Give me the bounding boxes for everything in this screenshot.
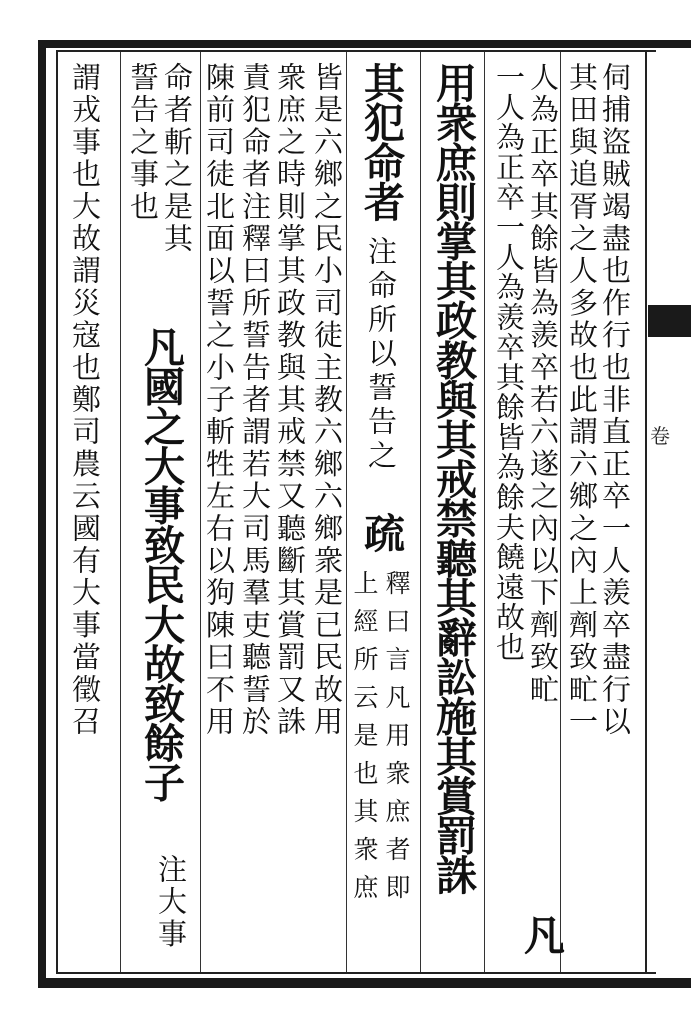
column-rule [420, 52, 421, 972]
text-column-11: 命者斬之是其 [160, 62, 194, 256]
text-column-6-main-a: 其犯命者 [357, 62, 405, 221]
column-rule [120, 52, 121, 972]
text-column-5-main: 用衆庶則掌其政教與其戒禁聽其辭訟施其賞罰誅 [429, 62, 477, 894]
column-rule [200, 52, 201, 972]
volume-label: 卷 [650, 424, 670, 448]
text-column-8: 衆庶之時則掌其政教與其戒禁又聽斷其賞罰又誅 [273, 62, 307, 739]
text-column-10: 陳前司徒北面以誓之小子斬牲左右以狗陳曰不用 [202, 62, 236, 739]
frame-line-bottom [56, 972, 656, 974]
text-column-4: 一人為正卒一人為羨卒其餘皆為餘夫饒遠故也 [492, 62, 526, 662]
text-column-7: 皆是六鄉之民小司徒主教六鄉六鄉衆是已民故用 [310, 62, 344, 739]
text-column-13-commentary: 注大事 [154, 854, 188, 951]
text-column-6-sub-a: 釋曰言凡用衆庶者即 [382, 570, 411, 912]
column-rule [484, 52, 485, 972]
fish-tail-mark [648, 305, 691, 337]
text-column-4-big: 凡 [517, 914, 565, 954]
text-column-1: 伺捕盜賊竭盡也作行也非直正卒一人羨卒盡行以 [598, 62, 632, 739]
column-rule [560, 52, 561, 972]
text-column-9: 責犯命者注釋曰所誓告者謂若大司馬羣吏聽誓於 [238, 62, 272, 739]
text-column-2: 其田與追胥之人多故也此謂六鄉之內上劑致甿一 [565, 62, 599, 739]
text-column-12: 誓告之事也 [126, 62, 160, 223]
text-column-6-sub-b: 上經所云是也其衆庶 [350, 570, 379, 912]
text-column-6-commentary: 注命所以誓告之 [364, 236, 398, 474]
text-column-13-main: 凡國之大事致民大故致餘子 [137, 326, 185, 802]
column-rule [346, 52, 347, 972]
text-column-6-main-b: 疏 [357, 512, 405, 552]
text-column-14: 謂戎事也大故謂災寇也鄭司農云國有大事當徵召 [68, 62, 102, 739]
frame-line-top [56, 50, 656, 52]
page-fold-edge [645, 52, 691, 972]
text-column-3: 人為正卒其餘皆為羨卒若六遂之內以下劑致甿 [526, 62, 560, 706]
frame-line-left [56, 50, 58, 974]
